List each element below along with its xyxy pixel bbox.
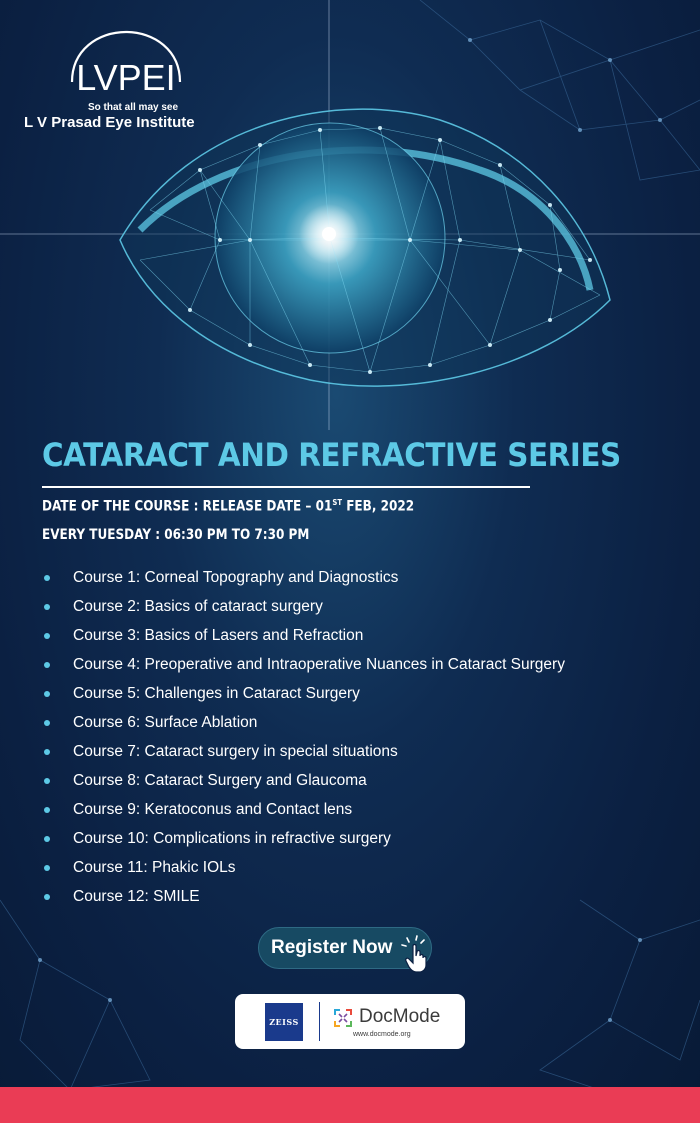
- bullet-icon: [44, 691, 50, 697]
- title-underline: [42, 486, 530, 488]
- footer-bar: [0, 1087, 700, 1123]
- logo-mark-text: LVPEI: [76, 57, 176, 98]
- sponsor-logos: [235, 994, 465, 1049]
- course-label: Course 1: Corneal Topography and Diagnostics: [73, 569, 399, 586]
- bullet-icon: [44, 865, 50, 871]
- list-item: [44, 887, 684, 916]
- course-label: Course 6: Surface Ablation: [73, 714, 258, 731]
- list-item: [44, 800, 684, 829]
- course-schedule: EVERY TUESDAY : 06:30 PM TO 7:30 PM: [42, 527, 310, 543]
- bullet-icon: [44, 894, 50, 900]
- bullet-icon: [44, 807, 50, 813]
- bullet-icon: [44, 749, 50, 755]
- course-date: [42, 498, 414, 515]
- pointer-hand-icon: [399, 934, 435, 974]
- bullet-icon: [44, 604, 50, 610]
- zeiss-logo: [265, 1003, 303, 1041]
- course-label: Course 9: Keratoconus and Contact lens: [73, 801, 353, 818]
- logo-name: L V Prasad Eye Institute: [24, 114, 195, 131]
- list-item: [44, 742, 684, 771]
- logo-tagline: So that all may see: [88, 102, 179, 113]
- list-item: [44, 597, 684, 626]
- course-list: [44, 568, 684, 916]
- series-title: CATARACT AND REFRACTIVE SERIES: [42, 436, 621, 474]
- list-item: [44, 829, 684, 858]
- course-label: Course 3: Basics of Lasers and Refraction: [73, 627, 364, 644]
- zeiss-logo-text: ZEISS: [269, 1017, 299, 1027]
- course-label: Course 12: SMILE: [73, 888, 200, 905]
- list-item: [44, 858, 684, 887]
- bullet-icon: [44, 662, 50, 668]
- list-item: [44, 568, 684, 597]
- course-label: Course 2: Basics of cataract surgery: [73, 598, 323, 615]
- sponsor-divider: [319, 1002, 320, 1041]
- list-item: [44, 771, 684, 800]
- docmode-name: DocMode: [359, 1006, 441, 1027]
- list-item: [44, 684, 684, 713]
- bullet-icon: [44, 575, 50, 581]
- course-label: Course 7: Cataract surgery in special situations: [73, 743, 398, 760]
- course-label: Course 10: Complications in refractive surgery: [73, 830, 391, 847]
- course-label: Course 4: Preoperative and Intraoperative Nuances in Cataract Surgery: [73, 656, 565, 673]
- list-item: [44, 713, 684, 742]
- register-now-button[interactable]: [258, 927, 432, 969]
- docmode-url: www.docmode.org: [353, 1031, 411, 1038]
- bullet-icon: [44, 633, 50, 639]
- bullet-icon: [44, 836, 50, 842]
- lvpei-logo-mark: [64, 26, 189, 100]
- eye-illustration: [110, 90, 620, 400]
- course-date-prefix: DATE OF THE COURSE : RELEASE DATE – 01: [42, 498, 333, 515]
- course-label: Course 11: Phakic IOLs: [73, 859, 236, 876]
- course-date-sup: ST: [332, 498, 343, 507]
- register-now-label: Register Now: [271, 937, 393, 958]
- docmode-logo-icon: [331, 1006, 355, 1030]
- bullet-icon: [44, 720, 50, 726]
- list-item: [44, 655, 684, 684]
- course-label: Course 5: Challenges in Cataract Surgery: [73, 685, 360, 702]
- course-label: Course 8: Cataract Surgery and Glaucoma: [73, 772, 367, 789]
- list-item: [44, 626, 684, 655]
- bullet-icon: [44, 778, 50, 784]
- course-date-suffix: FEB, 2022: [342, 498, 415, 515]
